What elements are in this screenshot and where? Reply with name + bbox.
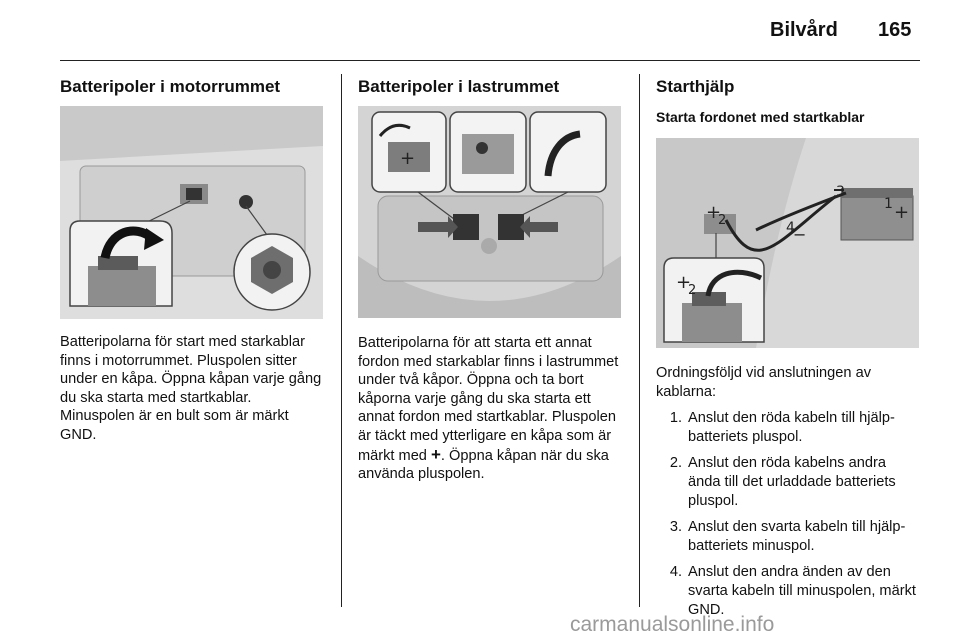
trunk-battery-text-part2: . Öppna kåpan när du ska använda pluspolen. bbox=[358, 447, 609, 483]
trunk-battery-text-part1: Batteripolarna för att starta ett annat fordon med starkablar finns i lastrummet under två kåpor. Öppna och ta bort kåporna varje gång du ska starta ett annat fordon med startkablar. Pluspolen är täckt med ytterligare en kåpa som är märkt med bbox=[358, 335, 619, 464]
column-divider-left bbox=[341, 74, 342, 607]
trunk-illustration bbox=[358, 106, 621, 318]
trunk-battery-text bbox=[358, 334, 623, 484]
column-engine-battery bbox=[60, 76, 326, 445]
engine-bay-illustration bbox=[60, 106, 323, 319]
step-text: Anslut den röda kabelns andra ända till det urladdade batteriets pluspol. bbox=[688, 455, 896, 509]
column-heading: Batteripoler i lastrummet bbox=[358, 77, 560, 96]
label-2-inset: 2 bbox=[688, 283, 697, 298]
column-heading: Starthjälp bbox=[656, 77, 735, 96]
step-item bbox=[656, 563, 921, 619]
column-jump-start bbox=[656, 76, 921, 627]
step-number: 1. bbox=[669, 410, 682, 427]
step-number: 2. bbox=[669, 455, 682, 472]
step-number: 4. bbox=[669, 564, 682, 581]
label-plus-donor: + bbox=[894, 202, 910, 223]
step-item bbox=[656, 409, 921, 446]
label-plus-target: + bbox=[706, 202, 722, 223]
section-title: Bilvård bbox=[770, 19, 838, 41]
label-4: 4 bbox=[786, 220, 795, 236]
watermark: carmanualsonline.info bbox=[570, 613, 775, 636]
step-text: Anslut den svarta kabeln till hjälpbatteriets minuspol. bbox=[688, 519, 906, 554]
label-plus-inset: + bbox=[676, 272, 692, 293]
engine-battery-text: Batteripolarna för start med starkablar finns i motorrummet. Pluspolen sitter under en kåpa. Öppna kåpan varje gång du ska starta med startkablar. Minuspolen är en bult som är märkt GND. bbox=[60, 334, 322, 443]
plus-symbol: + bbox=[430, 444, 441, 464]
sub-heading: Starta fordonet med startkablar bbox=[656, 109, 865, 125]
column-trunk-battery bbox=[358, 76, 623, 484]
label-2: 2 bbox=[718, 213, 727, 228]
label-minus: − bbox=[793, 225, 807, 244]
step-text: Anslut den andra änden av den svarta kabeln till minuspolen, märkt GND. bbox=[688, 564, 916, 618]
jump-start-illustration bbox=[656, 138, 919, 348]
step-text: Anslut den röda kabeln till hjälpbatteriets pluspol. bbox=[688, 410, 895, 445]
header-rule bbox=[60, 60, 920, 61]
label-3: 3 bbox=[836, 184, 845, 200]
column-divider-right bbox=[639, 74, 640, 607]
page-number: 165 bbox=[878, 19, 912, 41]
step-item bbox=[656, 518, 921, 555]
label-1: 1 bbox=[884, 196, 893, 212]
steps-list bbox=[656, 409, 921, 619]
steps-intro: Ordningsföljd vid anslutningen av kablarna: bbox=[656, 365, 871, 400]
column-heading: Batteripoler i motorrummet bbox=[60, 77, 281, 96]
svg-text:+: + bbox=[400, 148, 416, 169]
step-item bbox=[656, 454, 921, 510]
step-number: 3. bbox=[669, 519, 682, 536]
